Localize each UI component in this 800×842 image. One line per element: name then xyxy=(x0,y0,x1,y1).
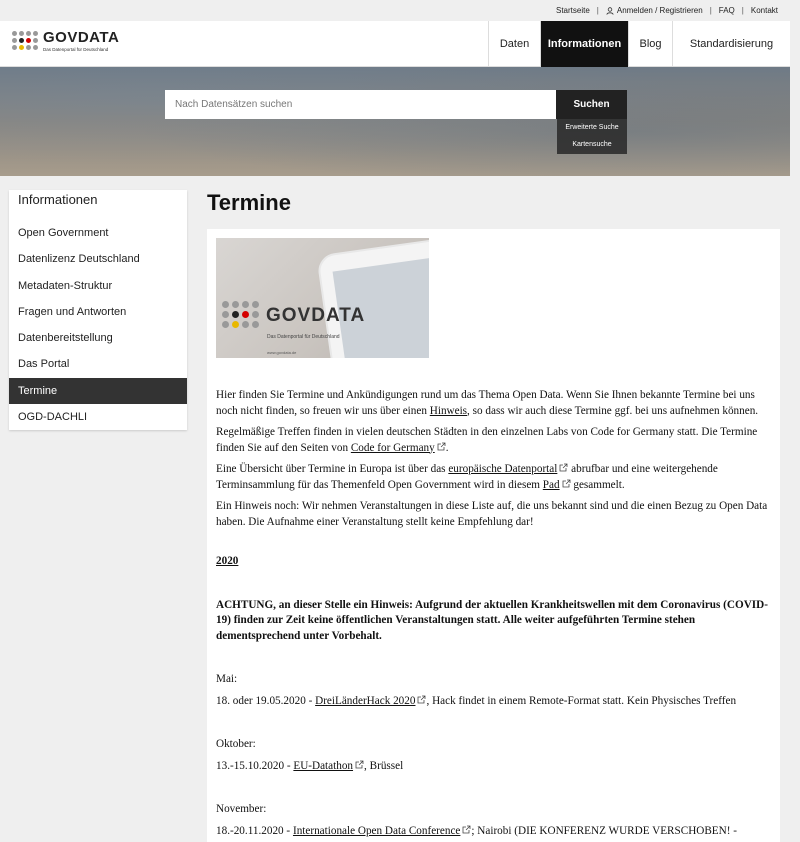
logo-dot xyxy=(242,301,249,308)
top-utility-bar xyxy=(0,0,790,21)
separator: | xyxy=(596,6,599,15)
login-label: Anmelden / Registrieren xyxy=(616,6,703,15)
event-item xyxy=(216,824,771,840)
govdata-logo[interactable] xyxy=(12,30,119,52)
code-for-germany-paragraph xyxy=(216,425,771,456)
event-item xyxy=(216,759,771,775)
logo-dot xyxy=(33,38,38,43)
logo-text: GOVDATA xyxy=(43,29,120,46)
intro-paragraph xyxy=(216,388,771,419)
sidebar-item-open-government[interactable]: Open Government xyxy=(18,227,109,239)
p2-text-b: . xyxy=(445,441,449,454)
login-link[interactable] xyxy=(606,6,703,15)
p1-text-a: Hier finden Sie Termine und Ankündigungen rund um das Thema Open Data. Wenn Sie Ihnen bekannte Termine bei uns noch nicht finden, so freuen wir uns über einen xyxy=(216,389,755,417)
p3-text-c: gesammelt. xyxy=(570,478,625,491)
sidebar-item-metadaten[interactable]: Metadaten-Struktur xyxy=(18,279,113,292)
separator: | xyxy=(709,6,712,15)
p2-text-a: Regelmäßige Treffen finden in vielen deutschen Städten in den einzelnen Labs von Code for Germany statt. Die Termine finden Sie auf den Seiten von xyxy=(216,426,758,454)
logo-dot xyxy=(26,45,31,50)
logo-dot xyxy=(222,311,229,318)
nav-standardisierung[interactable]: Standardisierung xyxy=(672,21,790,67)
hinweis-link[interactable]: Hinweis xyxy=(429,404,468,417)
kontakt-link[interactable]: Kontakt xyxy=(750,6,778,15)
corona-warning: ACHTUNG, an dieser Stelle ein Hinweis: Aufgrund der aktuellen Krankheitswellen mit dem Coronavirus (COVID-19) finden zur Zeit keine öffentlichen Veranstaltungen statt. Alle weiter aufgeführten Termine stehen dementsprechend unter Vorbehalt. xyxy=(216,598,768,642)
photo-url: www.govdata.de xyxy=(267,350,297,355)
main-nav xyxy=(488,21,790,67)
year-heading xyxy=(216,554,771,570)
logo-dot xyxy=(252,301,259,308)
page-title: Termine xyxy=(207,190,291,215)
nav-daten[interactable]: Daten xyxy=(488,21,540,67)
event-link[interactable]: Internationale Open Data Conference xyxy=(292,824,461,837)
photo-logo-dots-icon xyxy=(222,301,259,328)
event-link[interactable]: DreiLänderHack 2020 xyxy=(315,694,416,707)
photo-logo-subtitle: Das Datenportal für Deutschland xyxy=(267,334,340,340)
event-date: 13.-15.10.2020 - xyxy=(216,759,294,772)
event-date: 18.-20.11.2020 - xyxy=(216,824,293,837)
user-icon xyxy=(606,7,614,15)
event-month: Oktober: xyxy=(216,738,256,750)
faq-link[interactable]: FAQ xyxy=(718,6,735,15)
map-search-link[interactable]: Kartensuche xyxy=(572,141,612,148)
search-options xyxy=(557,119,627,154)
logo-dot xyxy=(12,38,17,43)
logo-dot xyxy=(26,31,31,36)
logo-dot xyxy=(19,31,24,36)
logo-dot xyxy=(222,321,229,328)
logo-dot xyxy=(252,321,259,328)
logo-dots-icon xyxy=(12,31,38,50)
advanced-search-link[interactable]: Erweiterte Suche xyxy=(565,124,619,131)
logo-dot xyxy=(242,321,249,328)
logo-dot xyxy=(252,311,259,318)
nav-informationen[interactable]: Informationen xyxy=(540,21,628,67)
europe-paragraph xyxy=(216,462,771,493)
logo-dot xyxy=(19,38,24,43)
termine-image xyxy=(216,238,429,358)
event-date: 18. oder 19.05.2020 - xyxy=(216,694,316,707)
event-month: Mai: xyxy=(216,673,238,685)
pad-link[interactable]: Pad xyxy=(542,478,560,491)
p1-text-b: , so dass wir auch diese Termine ggf. bei uns aufnehmen können. xyxy=(467,404,759,417)
external-link-icon xyxy=(437,442,446,451)
separator: | xyxy=(741,6,744,15)
startseite-link[interactable]: Startseite xyxy=(555,6,590,15)
logo-dot xyxy=(232,301,239,308)
sidebar-item-datenbereitstellung[interactable]: Datenbereitstellung xyxy=(18,332,113,345)
logo-dot xyxy=(232,321,239,328)
logo-dot xyxy=(242,311,249,318)
europaeisches-datenportal-link[interactable]: europäische Datenportal xyxy=(448,463,558,475)
logo-subtitle: Das Datenportal für Deutschland xyxy=(43,47,109,52)
external-link-icon xyxy=(562,479,571,488)
event-link[interactable]: EU-Datathon xyxy=(293,759,354,772)
logo-dot xyxy=(12,45,17,50)
logo-dot xyxy=(19,45,24,50)
external-link-icon xyxy=(559,463,568,472)
logo-dot xyxy=(232,311,239,318)
photo-logo-text: GOVDATA xyxy=(266,305,366,326)
nav-blog[interactable]: Blog xyxy=(628,21,672,67)
main-content xyxy=(207,229,780,842)
p3-text-a: Eine Übersicht über Termine in Europa ist über das xyxy=(216,463,449,475)
event-rest: ; Nairobi (DIE KONFERENZ WURDE VERSCHOBEN! - xyxy=(471,824,737,837)
year-text: 2020 xyxy=(216,555,239,567)
utility-links xyxy=(556,6,778,15)
event-rest: , Brüssel xyxy=(364,759,404,772)
p3-text-b: abrufbar und eine weitergehende Terminsammlung für das Themenfeld Open Government wird in diesem xyxy=(216,463,718,491)
event-item xyxy=(216,694,771,710)
logo-dot xyxy=(26,38,31,43)
sidebar-title: Informationen xyxy=(18,192,98,207)
site-header xyxy=(0,21,790,67)
sidebar xyxy=(9,190,187,430)
sidebar-list xyxy=(9,220,187,430)
logo-dot xyxy=(222,301,229,308)
disclaimer-paragraph: Ein Hinweis noch: Wir nehmen Veranstaltungen in diese Liste auf, die uns bekannt sind und die einen Bezug zu Open Data haben. Die Aufnahme einer Veranstaltung stellt keine Empfehlung dar! xyxy=(216,500,768,528)
logo-dot xyxy=(33,31,38,36)
event-month: November: xyxy=(216,803,267,815)
event-rest: , Hack findet in einem Remote-Format statt. Kein Physisches Treffen xyxy=(426,694,737,707)
hero-search-banner xyxy=(0,67,790,176)
external-link-icon xyxy=(355,760,364,769)
sidebar-item-termine[interactable]: Termine xyxy=(9,378,187,404)
logo-dot xyxy=(33,45,38,50)
sidebar-item-das-portal[interactable]: Das Portal xyxy=(18,358,70,371)
code-for-germany-link[interactable]: Code for Germany xyxy=(350,441,435,454)
sidebar-item-datenlizenz[interactable]: Datenlizenz Deutschland xyxy=(18,253,140,266)
search-input[interactable]: Nach Datensätzen suchen xyxy=(165,90,556,119)
sidebar-item-faq[interactable]: Fragen und Antworten xyxy=(18,305,127,318)
logo-dot xyxy=(12,31,17,36)
sidebar-item-ogd-dachli[interactable]: OGD-DACHLI xyxy=(18,411,88,424)
search-button[interactable]: Suchen xyxy=(556,90,627,119)
